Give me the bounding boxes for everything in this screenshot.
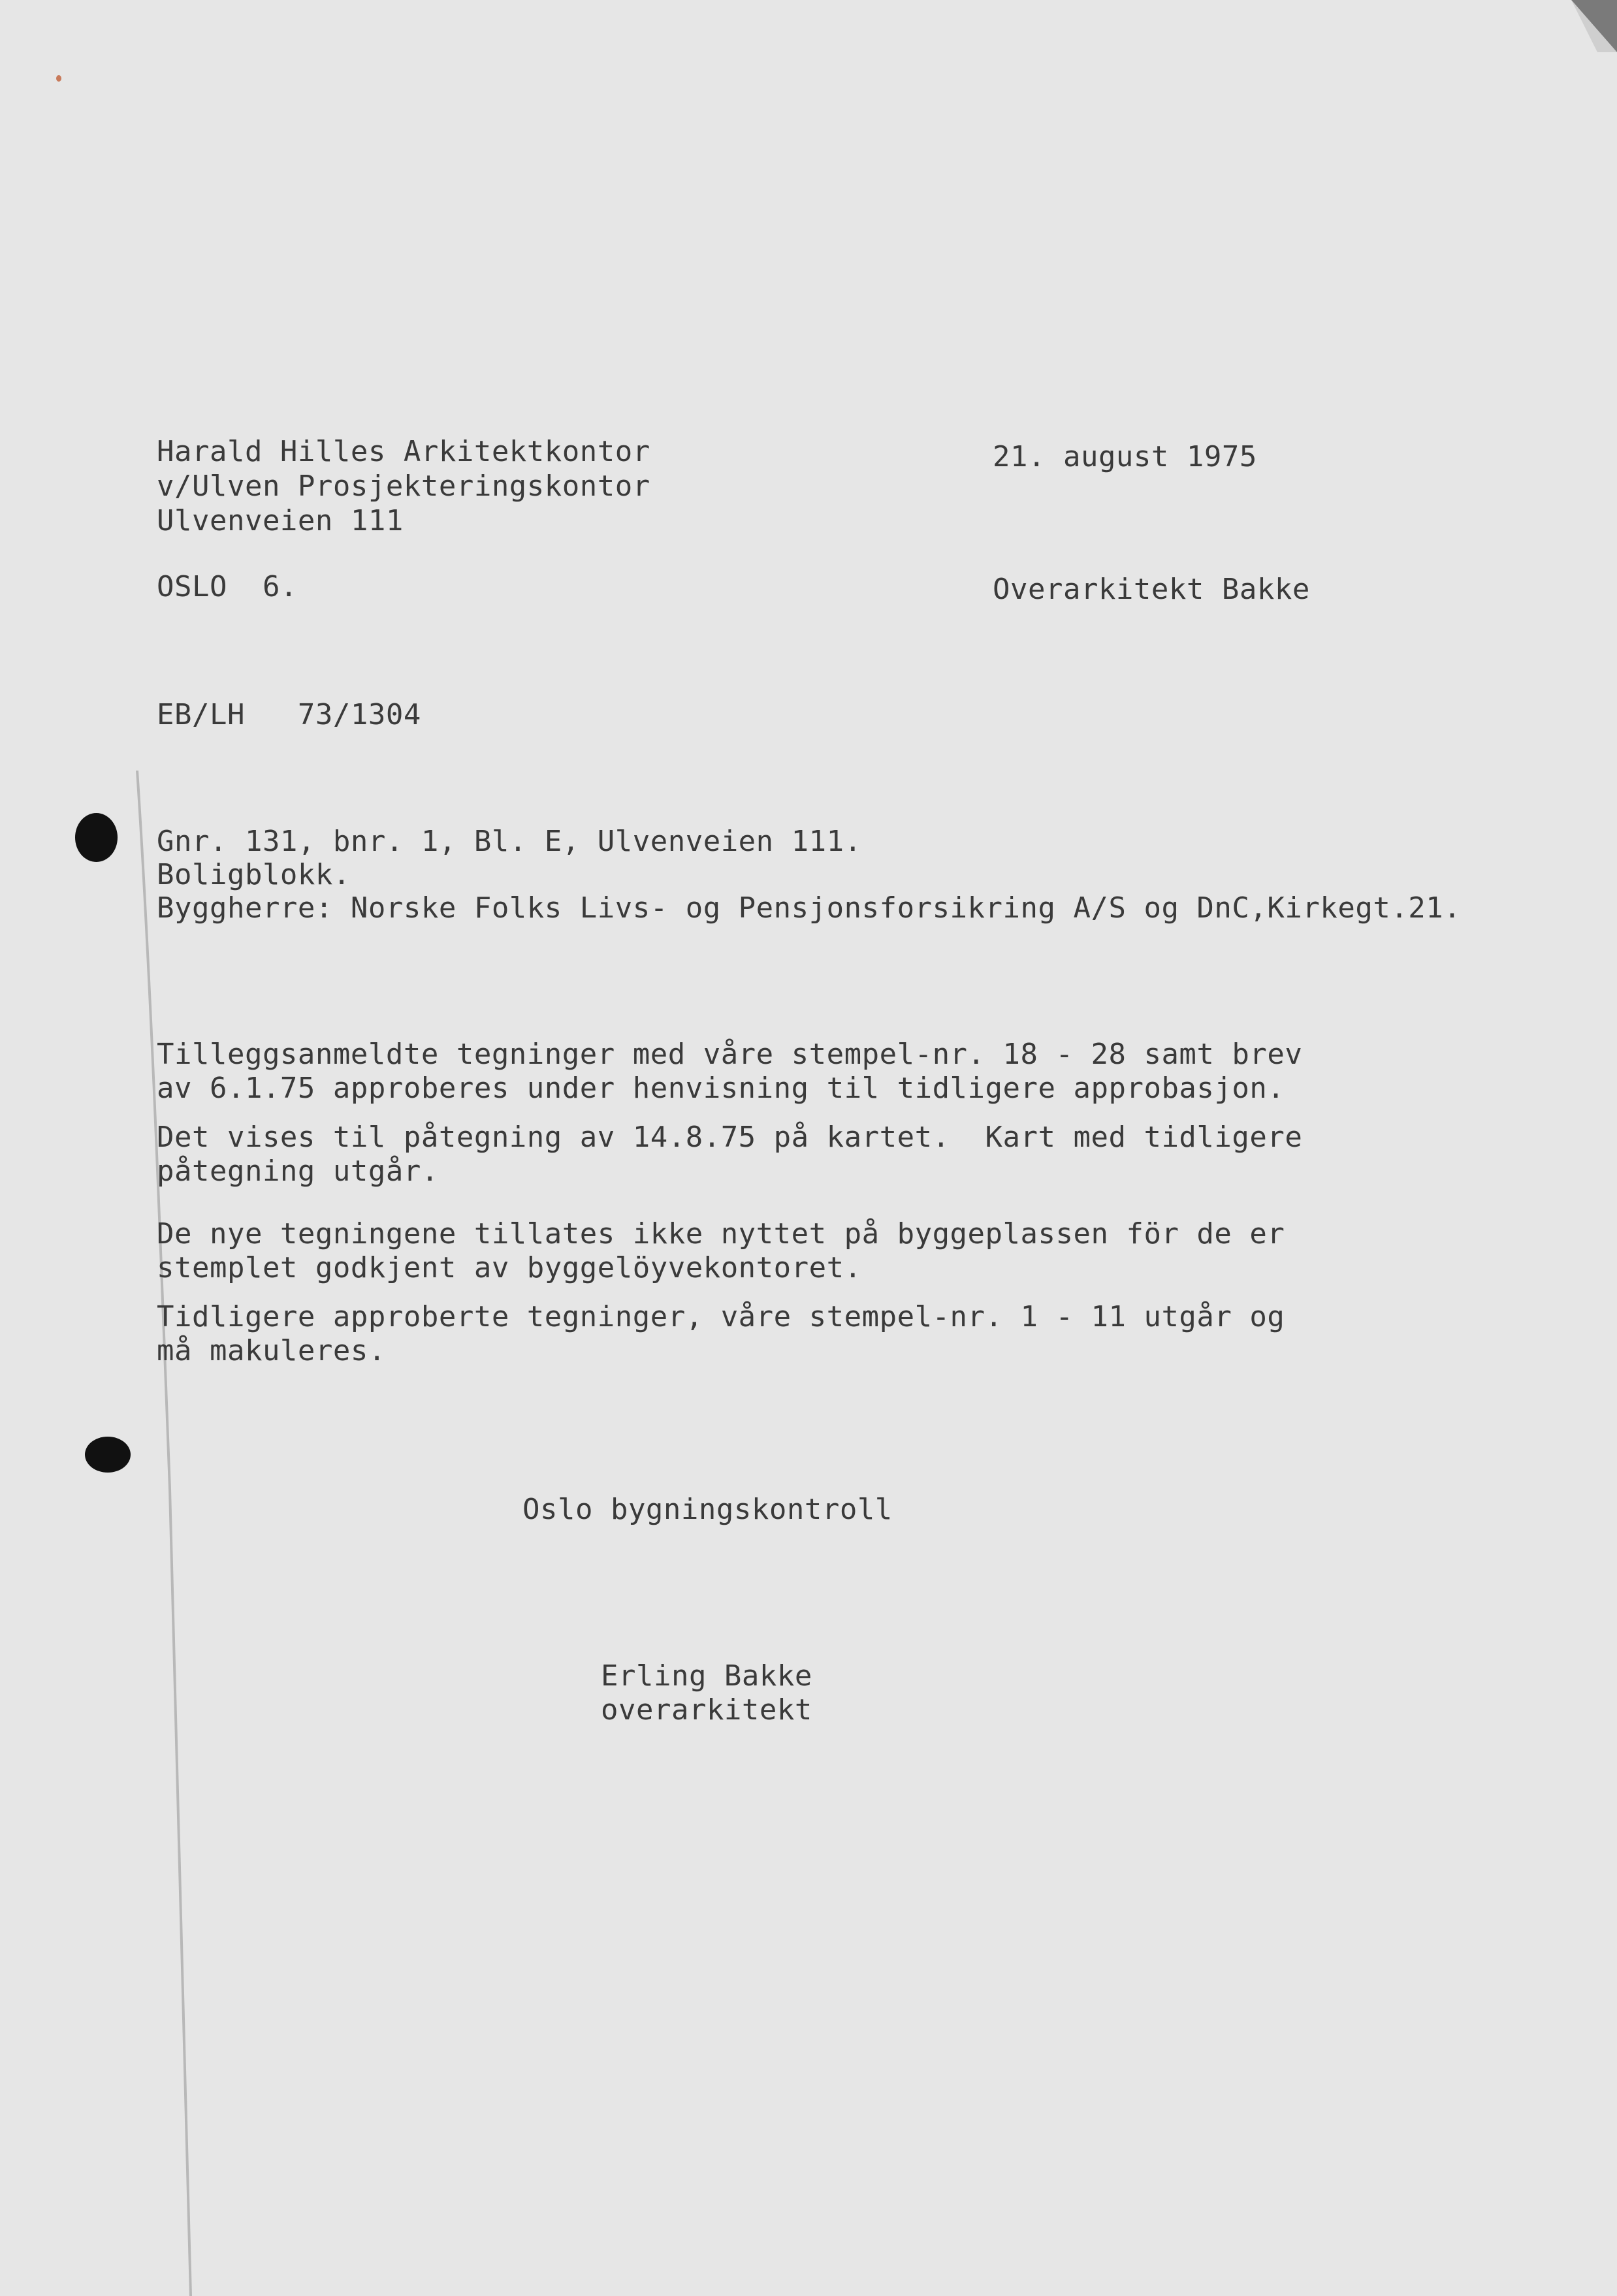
punch-hole-bottom <box>85 1437 131 1473</box>
body-paragraph-2-line-2: påtegning utgår. <box>157 1155 439 1188</box>
page-corner-fold <box>1571 0 1617 52</box>
body-paragraph-2-line-1: Det vises til påtegning av 14.8.75 på kartet. Kart med tidligere <box>157 1121 1303 1154</box>
signatory-name: Erling Bakke <box>601 1659 812 1693</box>
body-paragraph-1-line-2: av 6.1.75 approberes under henvisning til tidligere approbasjon. <box>157 1072 1285 1105</box>
reference-number: EB/LH 73/1304 <box>157 698 421 731</box>
paper-fold-line <box>131 771 209 2296</box>
recipient-city: OSLO 6. <box>157 570 298 603</box>
stain-mark <box>56 75 61 82</box>
body-paragraph-4-line-1: Tidligere approberte tegninger, våre stempel-nr. 1 - 11 utgår og <box>157 1300 1285 1333</box>
body-paragraph-3-line-1: De nye tegningene tillates ikke nyttet på byggeplassen för de er <box>157 1217 1285 1251</box>
letter-date: 21. august 1975 <box>993 440 1257 473</box>
body-paragraph-1-line-1: Tilleggsanmeldte tegninger med våre stempel-nr. 18 - 28 samt brev <box>157 1038 1303 1071</box>
subject-line-1: Gnr. 131, bnr. 1, Bl. E, Ulvenveien 111. <box>157 825 862 858</box>
recipient-line-1: Harald Hilles Arkitektkontor <box>157 435 650 468</box>
body-paragraph-3-line-2: stemplet godkjent av byggelöyvekontoret. <box>157 1251 862 1284</box>
subject-line-3: Byggherre: Norske Folks Livs- og Pensjonsforsikring A/S og DnC,Kirkegt.21. <box>157 891 1462 925</box>
signatory-title: overarkitekt <box>601 1693 812 1727</box>
recipient-line-2: v/Ulven Prosjekteringskontor <box>157 470 650 503</box>
attention-line: Overarkitekt Bakke <box>993 573 1310 606</box>
recipient-line-3: Ulvenveien 111 <box>157 504 404 537</box>
punch-hole-top <box>75 813 118 862</box>
body-paragraph-4-line-2: må makuleres. <box>157 1334 386 1367</box>
subject-line-2: Boligblokk. <box>157 858 351 891</box>
signing-organisation: Oslo bygningskontroll <box>522 1493 893 1526</box>
